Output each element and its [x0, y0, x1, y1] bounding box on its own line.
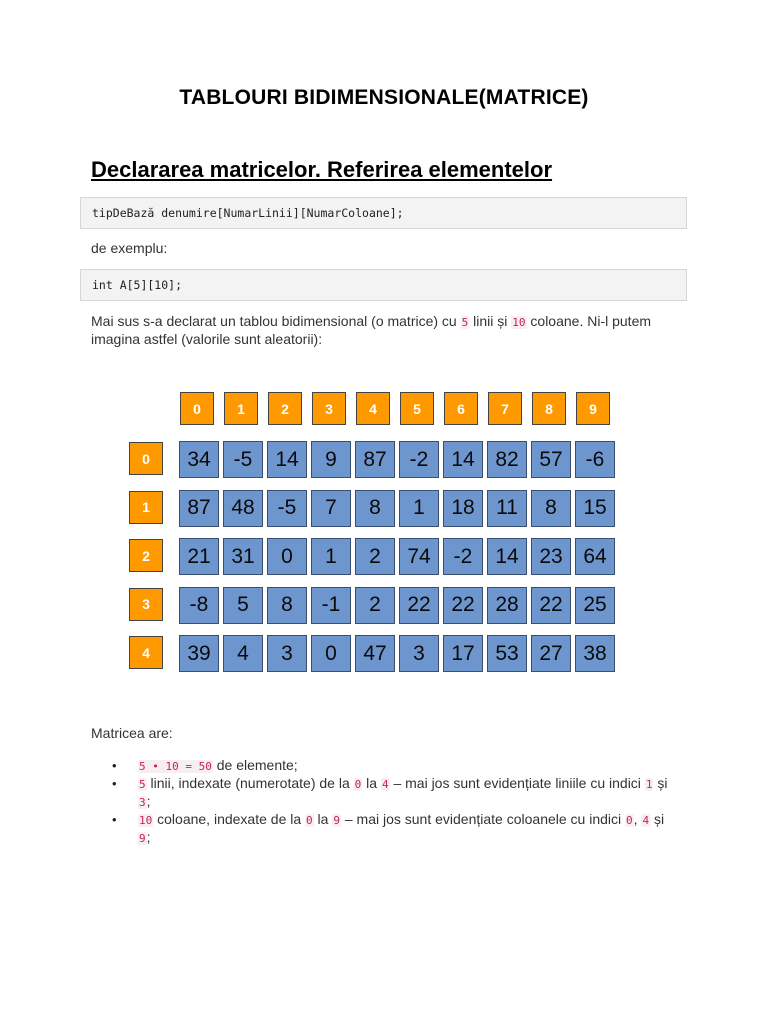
matrix-cell: 1	[311, 538, 351, 575]
matrix-cell: 34	[179, 441, 219, 478]
inline-code: 0	[354, 778, 362, 791]
inline-code: 5 • 10 = 50	[139, 760, 212, 773]
matrix-cell: 74	[399, 538, 439, 575]
matrix-cell: 9	[311, 441, 351, 478]
code-declaration-text: tipDeBază denumire[NumarLinii][NumarColoane];	[92, 206, 404, 220]
matrix-cell: 31	[223, 538, 263, 575]
list-item	[112, 775, 672, 811]
list-text: linii, indexate (numerotate) de la	[146, 775, 354, 791]
list-item	[112, 757, 672, 775]
matrix-cell: 11	[487, 490, 527, 527]
matrix-cell: 25	[575, 587, 615, 624]
inline-code: 1	[645, 778, 653, 791]
list-text: de elemente;	[212, 757, 298, 773]
desc-text-2: linii și	[469, 313, 512, 329]
inline-code: 0	[626, 814, 633, 827]
code-block-declaration	[80, 197, 687, 229]
matrix-cell: 39	[179, 635, 219, 672]
matrix-cell: 8	[531, 490, 571, 527]
list-text: la	[313, 811, 333, 827]
list-text: ,	[633, 811, 642, 827]
matrix-cell: 14	[443, 441, 483, 478]
description-paragraph	[91, 313, 691, 347]
matrix-cell: 57	[531, 441, 571, 478]
matrix-cell: 87	[179, 490, 219, 527]
matrix-cell: 14	[267, 441, 307, 478]
column-index-header: 0	[180, 392, 214, 425]
matrix-cell: 3	[267, 635, 307, 672]
column-index-header: 1	[224, 392, 258, 425]
list-item	[112, 811, 672, 847]
matrix-cell: 21	[179, 538, 219, 575]
list-text: și	[650, 811, 665, 827]
matrix-cell: -6	[575, 441, 615, 478]
matrix-cell: -5	[223, 441, 263, 478]
matrix-properties-list	[112, 757, 672, 847]
matrix-cell: -2	[443, 538, 483, 575]
list-text: – mai jos sunt evidențiate coloanele cu indici	[340, 811, 626, 827]
column-index-header: 8	[532, 392, 566, 425]
matrix-cell: 15	[575, 490, 615, 527]
matrix-cell: -2	[399, 441, 439, 478]
inline-code: 4	[381, 778, 389, 791]
list-text: ;	[146, 793, 151, 809]
column-index-header: 3	[312, 392, 346, 425]
matrix-cell: 82	[487, 441, 527, 478]
matrix-cell: 1	[399, 490, 439, 527]
inline-code: 4	[642, 814, 650, 827]
matrix-cell: 48	[223, 490, 263, 527]
code-block-example	[80, 269, 687, 301]
row-index-header: 0	[129, 442, 163, 475]
row-index-header: 2	[129, 539, 163, 572]
matrix-cell: 7	[311, 490, 351, 527]
inline-code: 10	[139, 814, 153, 827]
desc-text-3: coloane. Ni-l putem imagina astfel (valorile sunt aleatorii):	[91, 313, 652, 347]
matrix-cell: 28	[487, 587, 527, 624]
column-index-header: 2	[268, 392, 302, 425]
matrix-cell: 38	[575, 635, 615, 672]
matrix-cell: 22	[443, 587, 483, 624]
matrix-cell: 17	[443, 635, 483, 672]
inline-code: 5	[139, 778, 146, 791]
desc-text-1: Mai sus s-a declarat un tablou bidimensional (o matrice) cu	[91, 313, 461, 329]
matrix-cell: 18	[443, 490, 483, 527]
column-index-header: 5	[400, 392, 434, 425]
column-index-header: 4	[356, 392, 390, 425]
matrix-cell: 14	[487, 538, 527, 575]
matrix-cell: 8	[267, 587, 307, 624]
matrix-cell: 22	[399, 587, 439, 624]
page-title: TABLOURI BIDIMENSIONALE(MATRICE)	[179, 86, 589, 109]
matrix-has-label: Matricea are:	[91, 725, 173, 741]
row-index-header: 3	[129, 588, 163, 621]
row-index-header: 4	[129, 636, 163, 669]
matrix-cell: -8	[179, 587, 219, 624]
matrix-cell: 23	[531, 538, 571, 575]
matrix-cell: 0	[311, 635, 351, 672]
list-text: coloane, indexate de la	[153, 811, 306, 827]
inline-code: 3	[139, 796, 146, 809]
list-text: ;	[146, 829, 151, 845]
list-text: – mai jos sunt evidențiate liniile cu indici	[389, 775, 645, 791]
matrix-cell: 2	[355, 587, 395, 624]
inline-code-rows: 5	[461, 316, 469, 329]
matrix-cell: -1	[311, 587, 351, 624]
matrix-cell: 2	[355, 538, 395, 575]
matrix-cell: 64	[575, 538, 615, 575]
code-example-text: int A[5][10];	[92, 278, 183, 292]
column-index-header: 9	[576, 392, 610, 425]
matrix-cell: 87	[355, 441, 395, 478]
matrix-cell: 5	[223, 587, 263, 624]
example-label: de exemplu:	[91, 240, 168, 256]
section-title: Declararea matricelor. Referirea elementelor	[91, 157, 553, 182]
inline-code: 9	[139, 832, 146, 845]
matrix-cell: 4	[223, 635, 263, 672]
matrix-cell: 3	[399, 635, 439, 672]
matrix-cell: 8	[355, 490, 395, 527]
list-text: la	[362, 775, 381, 791]
column-index-header: 7	[488, 392, 522, 425]
matrix-cell: 53	[487, 635, 527, 672]
matrix-cell: 47	[355, 635, 395, 672]
row-index-header: 1	[129, 491, 163, 524]
inline-code-cols: 10	[512, 316, 526, 329]
list-text: și	[653, 775, 668, 791]
column-index-header: 6	[444, 392, 478, 425]
matrix-cell: 0	[267, 538, 307, 575]
matrix-cell: 22	[531, 587, 571, 624]
inline-code: 9	[333, 814, 340, 827]
matrix-cell: -5	[267, 490, 307, 527]
matrix-cell: 27	[531, 635, 571, 672]
inline-code: 0	[306, 814, 313, 827]
